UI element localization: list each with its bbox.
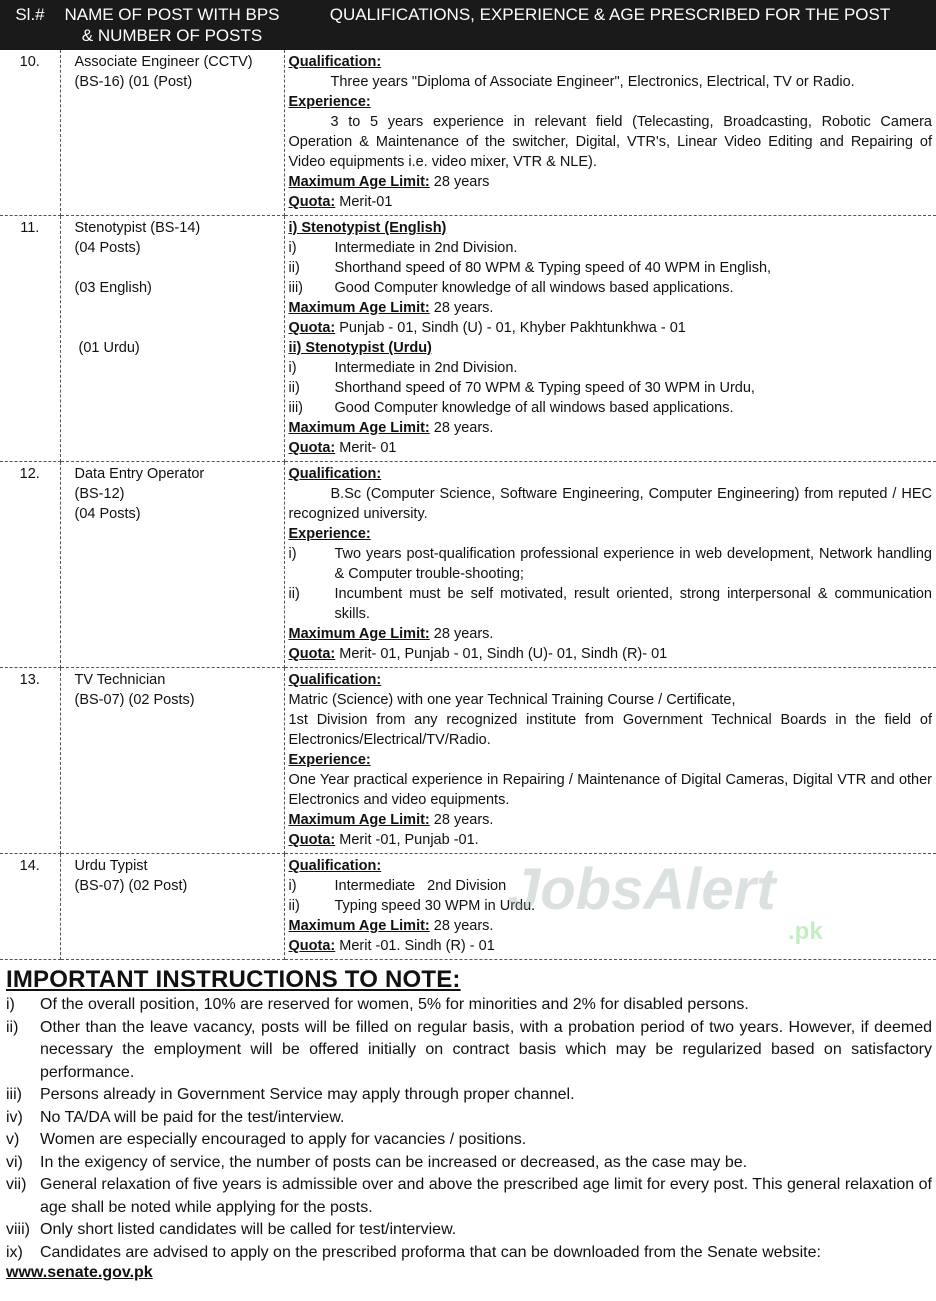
age-limit-label: Maximum Age Limit: [288,918,430,934]
list-item-text: Intermediate in 2nd Division. [334,240,518,256]
table-row [0,854,936,960]
qualification-label: Qualification: [288,672,382,688]
post-name-line: (BS-07) (02 Posts) [74,692,195,708]
list-item-text: Intermediate 2nd Division [334,878,507,894]
age-limit [289,916,933,936]
age-limit-value: 28 years. [433,918,494,934]
instruction-text: Only short listed candidates will be called for test/interview. [40,1221,457,1238]
instruction-text: General relaxation of five years is admissible over and above the prescribed age limit for every post. This general relaxation of age shall be noted while applying for the posts. [40,1176,932,1216]
list-item-text: Incumbent must be self motivated, result oriented, strong interpersonal & communication skills. [334,586,932,622]
instructions-section [0,966,936,1282]
qualification-text: Three years "Diploma of Associate Engineer", Electronics, Electrical, TV or Radio. [330,74,855,90]
instruction-text: Candidates are advised to apply on the prescribed proforma that can be downloaded from the Senate website: [40,1243,821,1261]
quota-value: Merit- 01 [339,440,397,456]
list-item [289,358,933,378]
row-number: 12. [0,462,60,668]
instruction-text: Persons already in Government Service may apply through proper channel. [40,1086,575,1103]
list-item-text: Good Computer knowledge of all windows based applications. [334,280,734,296]
instruction-number: vii) [6,1176,27,1193]
age-limit [289,624,933,644]
quota-label: Quota: [288,440,336,456]
row-number: 10. [0,50,60,216]
watermark-text: JobsAlert [508,857,776,922]
quota-value: Punjab - 01, Sindh (U) - 01, Khyber Pakhtunkhwa - 01 [339,320,686,336]
list-item-text: Two years post-qualification professional experience in web development, Network handling & Computer trouble-shooting; [334,546,932,582]
instruction-number: i) [6,996,15,1013]
age-limit-value: 28 years. [433,626,494,642]
instruction-item [6,1242,936,1265]
post-name [60,462,284,668]
post-name-line: TV Technician [74,672,166,688]
age-limit-label: Maximum Age Limit: [288,626,430,642]
quota-label: Quota: [288,320,336,336]
post-name [60,668,284,854]
instructions-heading: IMPORTANT INSTRUCTIONS TO NOTE: [6,966,461,993]
list-item-number: iii) [288,400,303,416]
instruction-text: Other than the leave vacancy, posts will be filled on regular basis, with a probation period of two years. However, if deemed necessary the employment will be offered initially on contract basis which may be regularized based on satisfactory performance. [40,1018,932,1081]
post-requirements [284,50,936,216]
quota-value: Merit -01, Punjab -01. [339,832,479,848]
experience-text: 3 to 5 years experience in relevant field (Telecasting, Broadcasting, Robotic Camera Operation & Maintenance of the switcher, Digital, VTR's, Linear Video Editing and Repairing of Video equipments i.e. video mixer, VTR & NLE). [288,114,932,170]
post-name-line: Associate Engineer (CCTV) [74,54,253,70]
post-name [60,854,284,960]
sub-post-label: i) Stenotypist (English) [288,220,447,236]
row-number: 11. [0,216,60,462]
post-name [60,50,284,216]
instruction-item [6,1129,936,1152]
post-requirements [284,216,936,462]
experience-label: Experience: [288,526,371,542]
qualification-text: B.Sc (Computer Science, Software Engineering, Computer Engineering) from reputed / HEC recognized university. [288,486,932,522]
header-qualifications: QUALIFICATIONS, EXPERIENCE & AGE PRESCRIBED FOR THE POST [284,0,936,50]
instruction-text: In the exigency of service, the number of posts can be increased or decreased, as the case may be. [40,1153,748,1171]
list-item-text: Shorthand speed of 80 WPM & Typing speed of 40 WPM in English, [334,260,772,276]
instruction-text: Women are especially encouraged to apply for vacancies / positions. [40,1131,527,1148]
instruction-item [6,1219,936,1242]
age-limit-label: Maximum Age Limit: [288,174,430,190]
row-number: 13. [0,668,60,854]
age-limit-value: 28 years. [433,812,494,828]
row-number: 14. [0,854,60,960]
instruction-item [6,1174,936,1219]
instruction-item [6,1084,936,1107]
experience-text: One Year practical experience in Repairing / Maintenance of Digital Cameras, Digital VTR and other Electronics and video equipments. [288,772,932,808]
post-requirements [284,668,936,854]
sub-post-label: ii) Stenotypist (Urdu) [288,340,432,356]
list-item-number: ii) [288,898,300,914]
table-row [0,462,936,668]
post-name-line: (BS-16) (01 (Post) [74,74,193,90]
list-item [289,876,933,896]
quota-label: Quota: [288,938,336,954]
list-item-number: ii) [288,380,300,396]
quota-label: Quota: [288,646,336,662]
list-item-number: i) [288,240,297,256]
senate-website-link[interactable]: www.senate.gov.pk [6,1264,153,1281]
instruction-number: iii) [6,1086,22,1103]
list-item [289,258,933,278]
spacer [75,258,280,278]
list-item [289,378,933,398]
experience-label: Experience: [288,752,371,768]
instruction-item [6,1017,936,1085]
list-item-number: i) [288,546,297,562]
quota [289,830,933,850]
instruction-number: v) [6,1131,20,1148]
list-item-text: Intermediate in 2nd Division. [334,360,518,376]
list-item-text: Shorthand speed of 70 WPM & Typing speed of 30 WPM in Urdu, [334,380,755,396]
spacer [75,298,280,318]
table-row [0,50,936,216]
post-name-line: (03 English) [74,280,152,296]
instruction-item [6,994,936,1017]
quota [289,192,933,212]
table-row [0,668,936,854]
instruction-item [6,1107,936,1130]
age-limit [289,172,933,192]
quota-value: Merit-01 [339,194,393,210]
post-name-line: (04 Posts) [74,506,141,522]
instruction-number: vi) [6,1153,23,1171]
age-limit-value: 28 years [433,174,490,190]
list-item-number: ii) [288,260,300,276]
post-name-line: Data Entry Operator [74,466,205,482]
qualification-label: Qualification: [288,466,382,482]
quota [289,438,933,458]
header-name: NAME OF POST WITH BPS & NUMBER OF POSTS [60,0,284,50]
table-row [0,216,936,462]
list-item-number: i) [288,360,297,376]
post-name-line: (04 Posts) [74,240,141,256]
qualification-label: Qualification: [288,858,382,874]
age-limit-label: Maximum Age Limit: [288,300,430,316]
list-item [289,544,933,584]
header-sl: Sl.# [0,0,60,50]
quota-value: Merit- 01, Punjab - 01, Sindh (U)- 01, Sindh (R)- 01 [339,646,668,662]
list-item [289,238,933,258]
list-item [289,896,933,916]
quota-label: Quota: [288,194,336,210]
post-name-line: Stenotypist (BS-14) [74,220,201,236]
qualification-label: Qualification: [288,54,382,70]
instruction-number: viii) [6,1221,30,1238]
age-limit-value: 28 years. [433,300,494,316]
quota-value: Merit -01. Sindh (R) - 01 [339,938,495,954]
qualification-text: Matric (Science) with one year Technical Training Course / Certificate, [288,692,736,708]
post-requirements [284,854,936,960]
list-item-text: Typing speed 30 WPM in Urdu. [334,898,536,914]
age-limit-value: 28 years. [433,420,494,436]
age-limit-label: Maximum Age Limit: [288,420,430,436]
experience-label: Experience: [288,94,371,110]
instruction-number: ix) [6,1243,23,1261]
instruction-text: No TA/DA will be paid for the test/interview. [40,1108,345,1126]
list-item [289,278,933,298]
instruction-text: Of the overall position, 10% are reserved for women, 5% for minorities and 2% for disabled persons. [40,996,749,1013]
list-item-number: ii) [288,586,300,602]
list-item [289,584,933,624]
age-limit-label: Maximum Age Limit: [288,812,430,828]
list-item [289,398,933,418]
instruction-number: iv) [6,1108,23,1126]
spacer [75,318,280,338]
post-name-line: (BS-12) [74,486,125,502]
post-name-line: Urdu Typist [74,858,148,874]
age-limit [289,810,933,830]
instruction-item [6,1152,936,1175]
qualification-text: 1st Division from any recognized institute from Government Technical Boards in the field of Electronics/Electrical/TV/Radio. [288,712,932,748]
post-name [60,216,284,462]
post-requirements [284,462,936,668]
quota [289,644,933,664]
list-item-number: i) [288,878,297,894]
list-item-text: Good Computer knowledge of all windows based applications. [334,400,734,416]
quota [289,318,933,338]
age-limit [289,418,933,438]
watermark-suffix: .pk [788,918,823,945]
post-name-line: (01 Urdu) [78,340,140,356]
post-name-line: (BS-07) (02 Post) [74,878,188,894]
quota [289,936,933,956]
quota-label: Quota: [288,832,336,848]
instruction-number: ii) [6,1018,19,1036]
table-header-row [0,0,936,50]
list-item-number: iii) [288,280,303,296]
age-limit [289,298,933,318]
